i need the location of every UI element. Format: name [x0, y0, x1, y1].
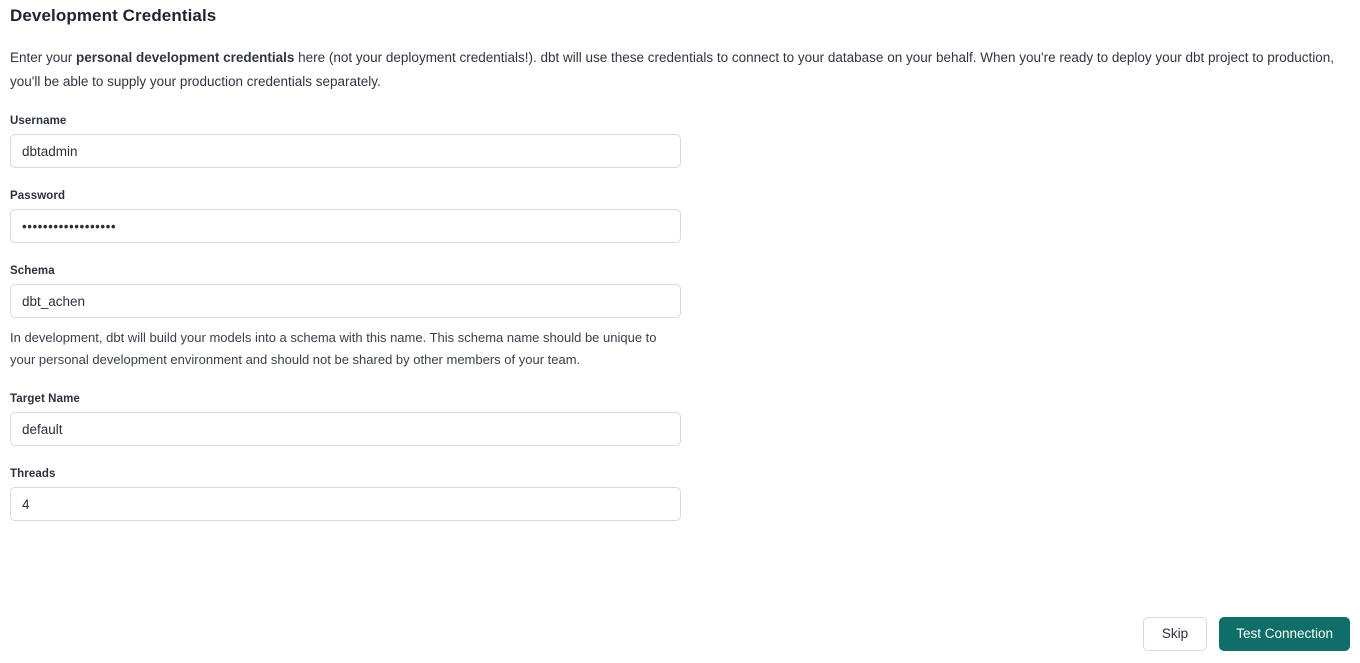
- target-name-label: Target Name: [10, 393, 80, 406]
- page-title: Development Credentials: [10, 6, 217, 25]
- schema-helper-text: In development, dbt will build your models into a schema with this name. This schema name should be unique to your personal development environment and should not be shared by other members of your team.: [10, 330, 657, 368]
- intro-text-part2: here (not your deployment credentials!). dbt will use these credentials to connect to your database on your behalf. When you're ready to deploy your dbt project to production, you'll be able to supply your production credentials separately.: [10, 50, 1335, 89]
- skip-button[interactable]: Skip: [1143, 617, 1207, 651]
- threads-input[interactable]: [10, 487, 681, 521]
- field-password: [10, 190, 1350, 243]
- username-label: Username: [10, 115, 67, 128]
- schema-input[interactable]: [10, 284, 681, 318]
- schema-label: Schema: [10, 265, 55, 278]
- password-label: Password: [10, 190, 66, 203]
- threads-label: Threads: [10, 468, 56, 481]
- field-schema: [10, 265, 1350, 371]
- username-input[interactable]: [10, 134, 681, 168]
- field-target-name: [10, 393, 1350, 446]
- intro-text-part1: Enter your: [10, 50, 77, 65]
- test-connection-button[interactable]: Test Connection: [1219, 617, 1350, 651]
- password-input[interactable]: ••••••••••••••••••: [10, 209, 681, 243]
- intro-text-bold: personal development credentials: [76, 50, 295, 65]
- target-name-input[interactable]: [10, 412, 681, 446]
- form-actions: [1143, 617, 1350, 651]
- intro-paragraph: [10, 46, 1342, 93]
- field-username: [10, 115, 1350, 168]
- field-threads: [10, 468, 1350, 521]
